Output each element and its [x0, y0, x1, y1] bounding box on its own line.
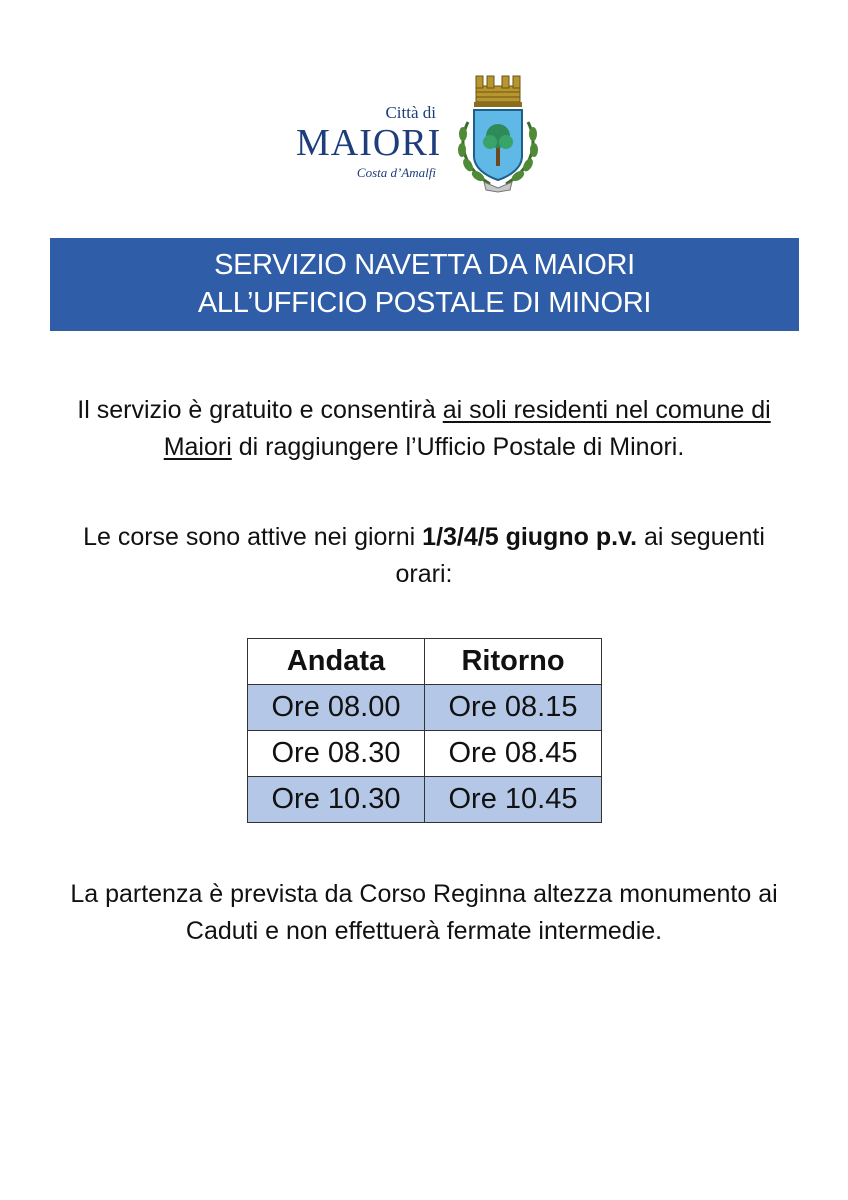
table-row — [248, 685, 602, 731]
banner-title-line-1: SERVIZIO NAVETTA DA MAIORI — [214, 249, 635, 281]
dates-bold-text: 1/3/4/5 giugno p.v. — [422, 523, 638, 551]
andata-time: Ore 08.30 — [248, 731, 425, 777]
ritorno-time: Ore 10.45 — [425, 777, 602, 823]
dates-text-part-2: ai seguenti orari: — [395, 523, 765, 588]
table-row — [248, 731, 602, 777]
header-ritorno: Ritorno — [425, 639, 602, 685]
banner-title-line-2: ALL’UFFICIO POSTALE DI MINORI — [197, 287, 652, 319]
logo-city-name: MAIORI — [296, 122, 442, 164]
coat-of-arms-icon — [454, 72, 542, 194]
city-logo-text — [296, 104, 440, 181]
intro-paragraph — [70, 392, 778, 466]
andata-time: Ore 08.00 — [248, 685, 425, 731]
logo-city-prefix: Città di — [385, 103, 436, 122]
intro-underlined-text: ai soli residenti nel comune di Maiori — [163, 396, 771, 461]
title-banner — [50, 238, 799, 331]
logo-subtitle: Costa d’Amalfi — [356, 165, 436, 180]
intro-text-part-2: di raggiungere l’Ufficio Postale di Minori. — [231, 433, 685, 461]
header-andata: Andata — [248, 639, 425, 685]
dates-text-part-1: Le corse sono attive nei giorni — [83, 523, 423, 551]
table-row — [248, 777, 602, 823]
schedule-header-row — [248, 639, 602, 685]
andata-time: Ore 10.30 — [248, 777, 425, 823]
ritorno-time: Ore 08.45 — [425, 731, 602, 777]
ritorno-time: Ore 08.15 — [425, 685, 602, 731]
departure-paragraph: La partenza è prevista da Corso Reginna altezza monumento ai Caduti e non effettuerà fermate intermedie. — [70, 880, 778, 945]
dates-paragraph — [70, 519, 778, 593]
intro-text-part-1: Il servizio è gratuito e consentirà — [77, 396, 443, 424]
schedule-table — [247, 638, 602, 823]
